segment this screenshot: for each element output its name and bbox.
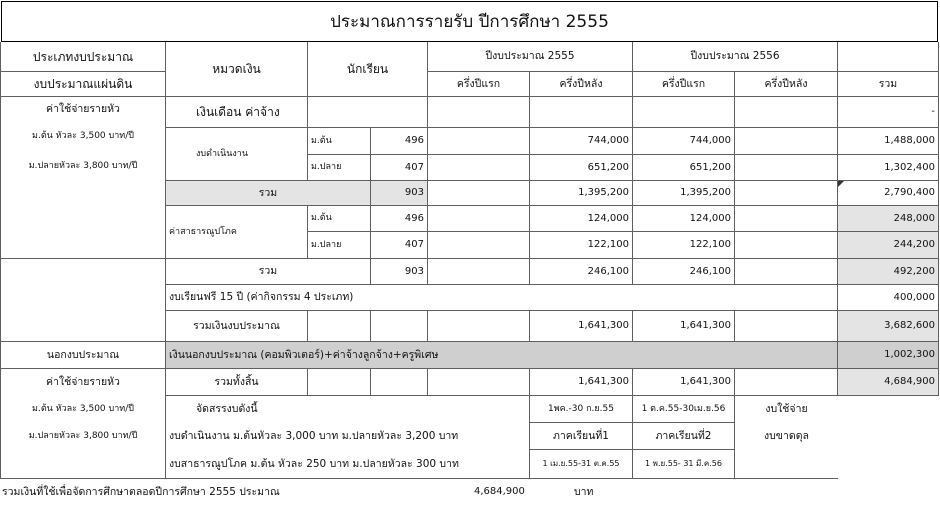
cell-grand-h3: 1,641,300	[633, 369, 735, 396]
comment-marker	[838, 181, 844, 187]
label-per-head: ค่าใช้จ่ายรายหัว	[1, 97, 166, 122]
cell-ops-upper-n: 407	[371, 155, 428, 181]
label-off-budget: นอกงบประมาณ	[1, 342, 166, 369]
cell-ops-lower-h2: 744,000	[530, 128, 633, 155]
cell-spend: งบใช้จ่าย	[765, 403, 808, 416]
header-fy2556-first-half: ครึ่งปีแรก	[633, 72, 735, 97]
footer-unit: บาท	[574, 485, 594, 498]
cell-ops-rate: งบดำเนินงาน ม.ต้นหัวละ 3,000 บาท ม.ปลายหัวละ 3,200 บาท	[166, 423, 530, 450]
cell-salary-h4	[735, 97, 838, 128]
cell-salary-h1	[428, 97, 530, 128]
cell-util-rate: งบสาธารณูปโภค ม.ต้น หัวละ 250 บาท ม.ปลายหัวละ 300 บาท	[166, 450, 530, 479]
header-state-budget: งบประมาณแผ่นดิน	[1, 72, 166, 97]
cell-budget-sum-s2	[371, 311, 428, 342]
cell-util-lower-h2: 124,000	[530, 206, 633, 232]
cell-util-upper-n: 407	[371, 232, 428, 259]
header-fy2556-second-half: ครึ่งปีหลัง	[735, 72, 838, 97]
cell-util-label: ค่าสาธารณูปโภค	[166, 206, 308, 259]
cell-ops-sum-h3: 1,395,200	[633, 181, 735, 206]
header-budget-type: ประเภทงบประมาณ	[1, 42, 166, 72]
left-blank-1	[1, 182, 166, 259]
cell-free15-label: งบเรียนฟรี 15 ปี (ค่ากิจกรรม 4 ประเภท)	[166, 285, 838, 311]
header-fy2555-second-half: ครึ่งปีหลัง	[530, 72, 633, 97]
cell-ops-sum-label: รวม	[166, 181, 371, 206]
cell-term-2: ภาคเรียนที่2	[633, 423, 735, 450]
cell-ops-label: งบดำเนินงาน	[166, 128, 308, 181]
cell-ops-upper-h2: 651,200	[530, 155, 633, 181]
cell-grand-h4	[735, 369, 838, 396]
cell-period-2: 1 ต.ค.55-30เม.ย.56	[633, 396, 735, 423]
cell-util-upper-h4	[735, 232, 838, 259]
cell-ops-lower-level: ม.ต้น	[308, 128, 371, 155]
sheet-title: ประมาณการรายรับ ปีการศึกษา 2555	[1, 1, 938, 42]
cell-util-upper-h3: 122,100	[633, 232, 735, 259]
left-blank-2	[1, 259, 166, 342]
cell-salary-total: -	[838, 97, 939, 128]
cell-ops-lower-total: 1,488,000	[838, 128, 939, 155]
cell-ops-sum-h4	[735, 181, 838, 206]
cell-util-lower-n: 496	[371, 206, 428, 232]
cell-ops-lower-h1	[428, 128, 530, 155]
cell-util-upper-h2: 122,100	[530, 232, 633, 259]
cell-alloc-blank	[735, 450, 838, 479]
cell-ops-lower-h4	[735, 128, 838, 155]
cell-grand-total: 4,684,900	[838, 369, 939, 396]
cell-ops-upper-level: ม.ปลาย	[308, 155, 371, 181]
cell-budget-sum-h3: 1,641,300	[633, 311, 735, 342]
cell-ops-lower-h3: 744,000	[633, 128, 735, 155]
cell-grand-label: รวมทั้งสิ้น	[166, 369, 308, 396]
header-total-blank	[838, 42, 939, 72]
cell-salary-h3	[633, 97, 735, 128]
cell-ops-upper-h1	[428, 155, 530, 181]
cell-ops-sum-total: 2,790,400	[838, 181, 939, 206]
cell-ops-sum-h1	[428, 181, 530, 206]
cell-budget-sum-h2: 1,641,300	[530, 311, 633, 342]
cell-period-1: 1พค.-30 ก.ย.55	[530, 396, 633, 423]
left-blank-3	[1, 450, 166, 479]
cell-grand-s1	[308, 369, 371, 396]
footer-label: รวมเงินที่ใช้เพื่อจัดการศึกษาตลอดปีการศึกษา 2555 ประมาณ	[2, 485, 280, 498]
label-upper-rate: ม.ปลายหัวละ 3,800 บาท/ปี	[1, 150, 166, 182]
cell-util-lower-level: ม.ต้น	[308, 206, 371, 232]
label-lower-rate: ม.ต้น หัวละ 3,500 บาท/ปี	[1, 122, 166, 150]
cell-util-lower-h1	[428, 206, 530, 232]
cell-budget-sum-label: รวมเงินงบประมาณ	[166, 311, 308, 342]
footer-amount: 4,684,900	[474, 486, 525, 497]
cell-free15-total: 400,000	[838, 285, 939, 311]
cell-util-lower-h3: 124,000	[633, 206, 735, 232]
cell-grand-h2: 1,641,300	[530, 369, 633, 396]
label-per-head-2: ค่าใช้จ่ายรายหัว	[1, 369, 166, 396]
header-fy2555-first-half: ครึ่งปีแรก	[428, 72, 530, 97]
cell-util-lower-total: 248,000	[838, 206, 939, 232]
label-upper-rate-2: ม.ปลายหัวละ 3,800 บาท/ปี	[1, 423, 166, 450]
cell-util-upper-level: ม.ปลาย	[308, 232, 371, 259]
cell-grand-s2	[371, 369, 428, 396]
cell-date-1: 1 เม.ย.55-31 ต.ค.55	[530, 450, 633, 479]
cell-date-2: 1 พ.ย.55- 31 มี.ค.56	[633, 450, 735, 479]
cell-salary-students	[308, 97, 428, 128]
cell-util-sum-total: 492,200	[838, 259, 939, 285]
cell-ops-sum-n: 903	[371, 181, 428, 206]
header-fy2556: ปีงบประมาณ 2556	[633, 42, 838, 72]
cell-salary-h2	[530, 97, 633, 128]
cell-util-sum-n: 903	[371, 259, 428, 285]
cell-budget-sum-h4	[735, 311, 838, 342]
cell-util-upper-total: 244,200	[838, 232, 939, 259]
cell-util-lower-h4	[735, 206, 838, 232]
cell-util-sum-h2: 246,100	[530, 259, 633, 285]
cell-util-sum-h1	[428, 259, 530, 285]
header-fy2555: ปีงบประมาณ 2555	[428, 42, 633, 72]
label-lower-rate-2: ม.ต้น หัวละ 3,500 บาท/ปี	[1, 396, 166, 423]
cell-deficit: งบขาดดุล	[764, 430, 809, 443]
cell-grand-h1	[428, 369, 530, 396]
cell-off-budget-label: เงินนอกงบประมาณ (คอมพิวเตอร์)+ค่าจ้างลูกจ้าง+ครูพิเศษ	[166, 342, 838, 369]
cell-util-sum-label: รวม	[166, 259, 371, 285]
cell-ops-lower-n: 496	[371, 128, 428, 155]
cell-ops-upper-h4	[735, 155, 838, 181]
header-students: นักเรียน	[308, 42, 428, 97]
cell-ops-upper-h3: 651,200	[633, 155, 735, 181]
cell-util-sum-h3: 246,100	[633, 259, 735, 285]
cell-ops-upper-total: 1,302,400	[838, 155, 939, 181]
cell-term-1: ภาคเรียนที่1	[530, 423, 633, 450]
cell-ops-sum-h2: 1,395,200	[530, 181, 633, 206]
header-total: รวม	[838, 72, 939, 97]
cell-budget-sum-h1	[428, 311, 530, 342]
cell-alloc-label: จัดสรรงบดังนี้	[166, 396, 530, 423]
cell-off-budget-total: 1,002,300	[838, 342, 939, 369]
cell-budget-sum-total: 3,682,600	[838, 311, 939, 342]
cell-util-sum-h4	[735, 259, 838, 285]
cell-util-upper-h1	[428, 232, 530, 259]
cell-salary-label: เงินเดือน ค่าจ้าง	[166, 97, 308, 128]
cell-budget-sum-s1	[308, 311, 371, 342]
header-category: หมวดเงิน	[166, 42, 308, 97]
